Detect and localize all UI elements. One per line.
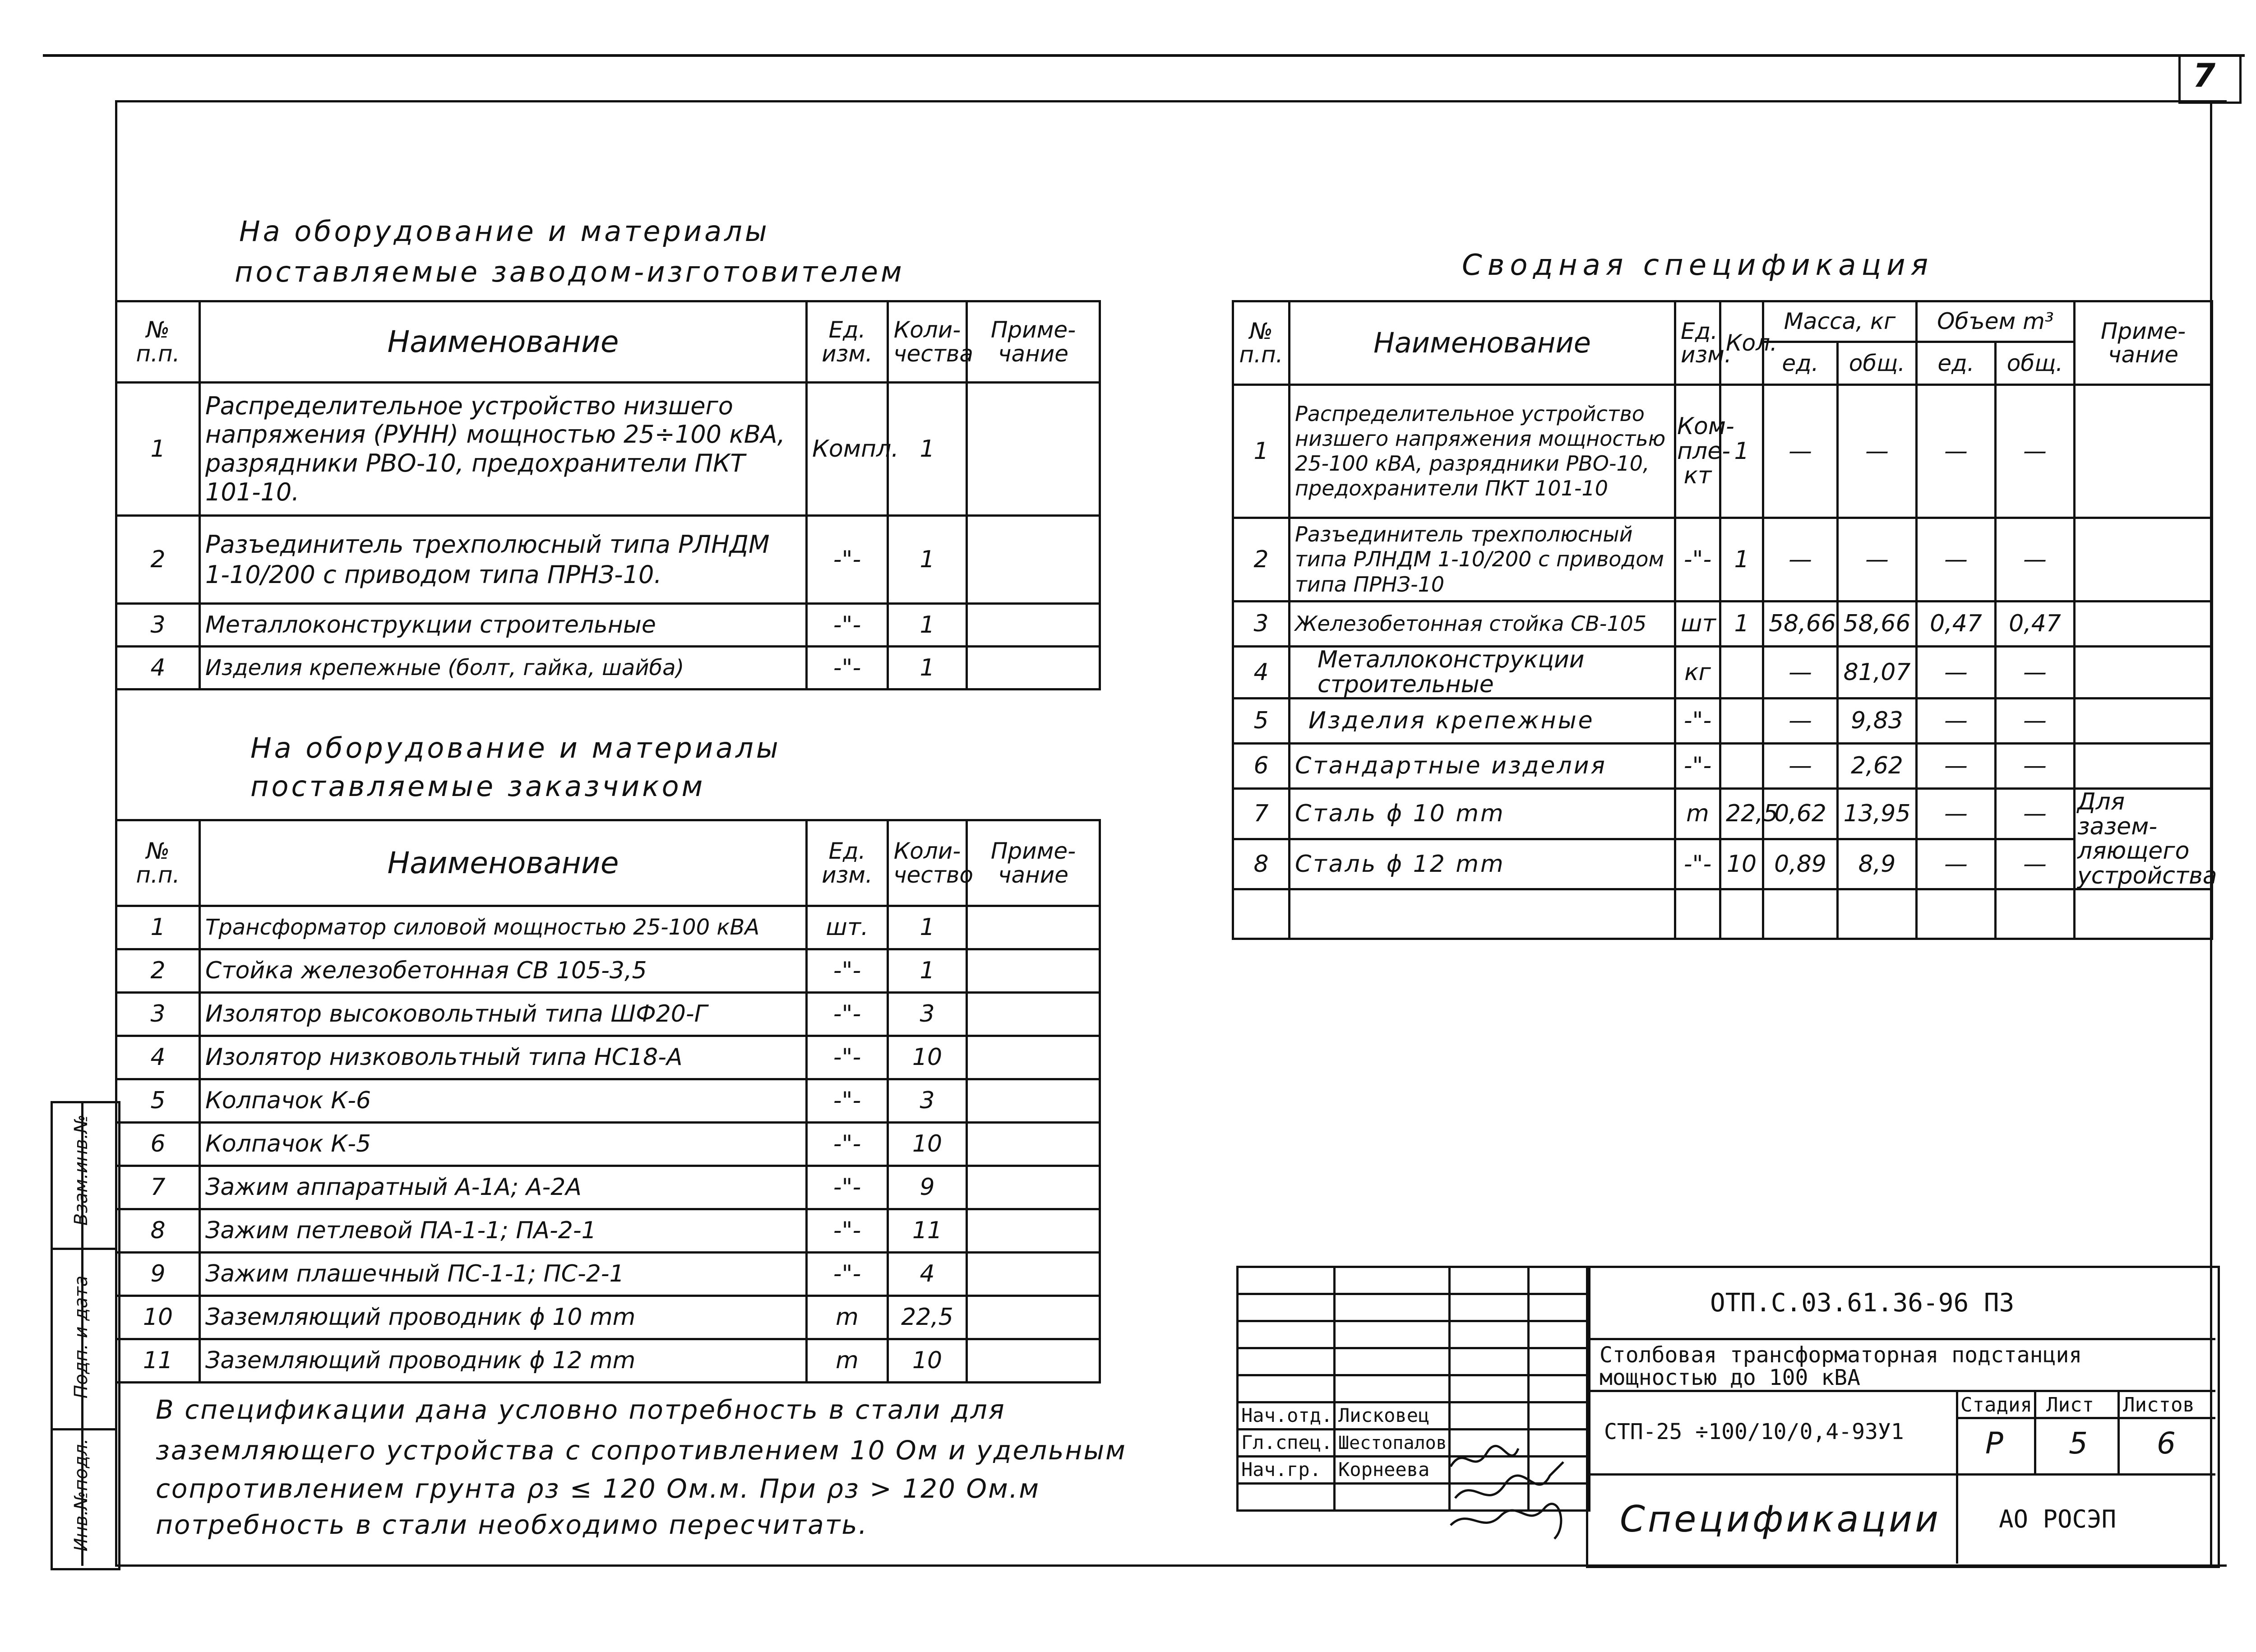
table-row — [116, 383, 1100, 516]
side-label-vzam: Взам.инв.№ — [71, 1114, 92, 1226]
row-num: 2 — [1233, 518, 1290, 602]
summary-h-vol-unit: ед. — [1917, 342, 1996, 385]
table-row — [116, 1123, 1100, 1166]
row-mass-total: 58,66 — [1838, 602, 1917, 647]
row-num: 7 — [116, 1166, 200, 1209]
row-unit: m — [807, 1339, 888, 1383]
row-unit: -"- — [807, 1036, 888, 1079]
row-name: Зажим аппаратный А-1А; А-2А — [200, 1166, 807, 1209]
row-unit: -"- — [807, 1253, 888, 1296]
row-vol-total: — — [1996, 699, 2075, 744]
row-num: 2 — [116, 949, 200, 993]
table-row — [1233, 518, 2212, 602]
row-note: Для зазем- — [2075, 789, 2212, 839]
row-mass-unit: 0,62 — [1763, 789, 1838, 839]
doc-name: Спецификации — [1620, 1498, 1941, 1540]
signer-role: Нач.гр. — [1238, 1457, 1335, 1484]
row-name: Колпачок К-6 — [200, 1079, 807, 1123]
row-mass-unit: — — [1763, 647, 1838, 699]
row-qty: 1 — [1720, 385, 1763, 518]
row-vol-unit: — — [1917, 385, 1996, 518]
footnote-line3: сопротивлением грунта ρз ≤ 120 Ом.м. При ρз > 120 Ом.м — [156, 1473, 1040, 1504]
row-num: 10 — [116, 1296, 200, 1339]
row-name: Сталь ϕ 10 mm — [1290, 789, 1675, 839]
table-row — [1233, 385, 2212, 518]
tb-sep-code — [1586, 1338, 2215, 1340]
row-num: 1 — [1233, 385, 1290, 518]
table-row — [1233, 647, 2212, 699]
summary-h-mass: Масса, кг — [1763, 301, 1917, 342]
tb-sep-stage-labels — [1956, 1417, 2215, 1419]
table-row — [116, 1166, 1100, 1209]
summary-h-unit: Ед. изм. — [1675, 301, 1720, 385]
table1-heading-line2: поставляемые заводом-изготовителем — [235, 255, 905, 288]
stage-value: Р — [1985, 1426, 2003, 1461]
row-unit: -"- — [807, 647, 888, 689]
row-note — [967, 383, 1100, 516]
row-mass-unit: — — [1763, 518, 1838, 602]
table2-heading-line1: На оборудование и материалы — [250, 731, 781, 764]
row-qty: 11 — [888, 1209, 967, 1253]
table1-h-note: Приме- чание — [967, 301, 1100, 383]
row-name: Разъединитель трехполюсный типа РЛНДМ 1-10/200 с приводом типа ПРНЗ-10. — [200, 516, 807, 604]
row-note: ляющего устройства — [2075, 839, 2212, 889]
row-vol-total: — — [1996, 385, 2075, 518]
row-note — [967, 1296, 1100, 1339]
summary-h-mass-unit: ед. — [1763, 342, 1838, 385]
row-num: 3 — [116, 993, 200, 1036]
row-mass-unit: — — [1763, 385, 1838, 518]
row-unit: -"- — [1675, 744, 1720, 789]
row-note — [2075, 699, 2212, 744]
summary-h-mass-total: общ. — [1838, 342, 1917, 385]
row-mass-unit: 0,89 — [1763, 839, 1838, 889]
row-mass-total: 9,83 — [1838, 699, 1917, 744]
row-num: 1 — [116, 906, 200, 949]
signer-role: Гл.спец. — [1238, 1430, 1335, 1457]
row-qty: 1 — [888, 604, 967, 647]
row-name: Изделия крепежные (болт, гайка, шайба) — [200, 647, 807, 689]
row-num: 2 — [116, 516, 200, 604]
row-name: Металлоконструкции строительные — [200, 604, 807, 647]
row-unit: -"- — [1675, 699, 1720, 744]
summary-specification-table — [1232, 300, 2217, 940]
table2-equipment-customer — [115, 819, 1101, 1384]
row-note — [2075, 744, 2212, 789]
row-note — [967, 1079, 1100, 1123]
row-num: 9 — [116, 1253, 200, 1296]
row-vol-total: — — [1996, 789, 2075, 839]
row-note — [967, 1253, 1100, 1296]
summary-h-volume: Объем m³ — [1917, 301, 2075, 342]
row-note — [967, 1209, 1100, 1253]
row-qty — [1720, 647, 1763, 699]
row-mass-total: 2,62 — [1838, 744, 1917, 789]
side-stamp-sep1 — [51, 1248, 116, 1250]
row-num: 8 — [1233, 839, 1290, 889]
row-num: 6 — [116, 1123, 200, 1166]
row-unit: кг — [1675, 647, 1720, 699]
table-row — [116, 604, 1100, 647]
row-qty: 3 — [888, 993, 967, 1036]
row-num: 4 — [116, 1036, 200, 1079]
row-unit: m — [807, 1296, 888, 1339]
row-name: Металлоконструкции строительные — [1290, 647, 1675, 699]
designation: СТП-25 ÷100/10/0,4-93У1 — [1604, 1419, 1904, 1444]
frame-top — [115, 100, 2227, 102]
table1-h-qty: Коли- чества — [888, 301, 967, 383]
row-qty: 1 — [888, 516, 967, 604]
row-vol-unit: — — [1917, 744, 1996, 789]
row-num: 1 — [116, 383, 200, 516]
table1-heading-line1: На оборудование и материалы — [239, 215, 770, 248]
row-unit: шт. — [807, 906, 888, 949]
table1-equipment-factory — [115, 300, 1101, 690]
row-name: Изолятор высоковольтный типа ШФ20-Г — [200, 993, 807, 1036]
table2-header-row — [116, 820, 1100, 906]
row-note — [967, 993, 1100, 1036]
row-name: Заземляющий проводник ϕ 12 mm — [200, 1339, 807, 1383]
row-name: Распределительное устройство низшего напряжения мощностью 25-100 кВА, разрядники РВО-10, предохранители ПКТ 101-10 — [1290, 385, 1675, 518]
table2-h-unit: Ед. изм. — [807, 820, 888, 906]
table-row — [116, 1339, 1100, 1383]
row-num: 7 — [1233, 789, 1290, 839]
row-num: 3 — [116, 604, 200, 647]
row-unit: -"- — [807, 1166, 888, 1209]
row-unit: -"- — [807, 993, 888, 1036]
table1-h-unit: Ед. изм. — [807, 301, 888, 383]
row-qty: 10 — [888, 1036, 967, 1079]
row-note — [2075, 602, 2212, 647]
row-vol-total: — — [1996, 518, 2075, 602]
row-vol-unit: 0,47 — [1917, 602, 1996, 647]
row-unit: -"- — [807, 604, 888, 647]
table-row — [1233, 789, 2212, 839]
row-note — [967, 906, 1100, 949]
row-note — [2075, 518, 2212, 602]
sheet-label: Лист — [2046, 1393, 2094, 1416]
row-qty: 3 — [888, 1079, 967, 1123]
row-note — [967, 516, 1100, 604]
table-row — [116, 993, 1100, 1036]
tb-v-sheet — [2034, 1390, 2036, 1473]
row-mass-total: — — [1838, 518, 1917, 602]
row-qty: 22,5 — [888, 1296, 967, 1339]
row-name: Зажим плашечный ПС-1-1; ПС-2-1 — [200, 1253, 807, 1296]
signature — [1450, 1402, 1529, 1430]
row-num: 8 — [116, 1209, 200, 1253]
summary-h-qty: Кол. — [1720, 301, 1763, 385]
row-mass-unit: — — [1763, 744, 1838, 789]
row-unit: -"- — [1675, 518, 1720, 602]
signer-name: Шестопалов — [1335, 1430, 1450, 1457]
summary-heading: Сводная спецификация — [1462, 249, 1934, 282]
row-qty: 1 — [1720, 602, 1763, 647]
row-name: Разъединитель трехполюсный типа РЛНДМ 1-10/200 с приводом типа ПРНЗ-10 — [1290, 518, 1675, 602]
row-note — [967, 1166, 1100, 1209]
row-num: 11 — [116, 1339, 200, 1383]
table-row — [1233, 839, 2212, 889]
row-qty: 10 — [888, 1339, 967, 1383]
row-unit: m — [1675, 789, 1720, 839]
row-note — [2075, 385, 2212, 518]
row-num: 6 — [1233, 744, 1290, 789]
row-note — [967, 1339, 1100, 1383]
row-note — [967, 949, 1100, 993]
sheet-value: 5 — [2069, 1426, 2088, 1461]
row-name: Стандартные изделия — [1290, 744, 1675, 789]
organization: АО РОСЭП — [1999, 1505, 2117, 1533]
table2-h-name: Наименование — [200, 820, 807, 906]
signer-row — [1238, 1402, 1590, 1430]
stage-label: Стадия — [1960, 1393, 2032, 1416]
row-num: 4 — [116, 647, 200, 689]
sheets-value: 6 — [2157, 1426, 2176, 1461]
signer-name: Корнеева — [1335, 1457, 1450, 1484]
row-unit: -"- — [807, 1079, 888, 1123]
row-unit: Ком- пле- кт — [1675, 385, 1720, 518]
row-qty: 1 — [888, 383, 967, 516]
row-note — [2075, 647, 2212, 699]
table-row — [1233, 699, 2212, 744]
row-qty: 4 — [888, 1253, 967, 1296]
row-mass-total: 13,95 — [1838, 789, 1917, 839]
row-qty: 1 — [888, 647, 967, 689]
row-name: Сталь ϕ 12 mm — [1290, 839, 1675, 889]
row-vol-total: — — [1996, 647, 2075, 699]
row-qty: 10 — [888, 1123, 967, 1166]
signature-scribbles-icon — [1446, 1435, 1590, 1548]
row-note — [967, 1036, 1100, 1079]
row-mass-unit: — — [1763, 699, 1838, 744]
table-row — [1233, 744, 2212, 789]
table2-h-num: № п.п. — [116, 820, 200, 906]
row-note — [967, 647, 1100, 689]
document-code: ОТП.С.03.61.36-96 ПЗ — [1710, 1288, 2015, 1318]
table2-heading-line2: поставляемые заказчиком — [250, 770, 706, 803]
table-row — [116, 1209, 1100, 1253]
row-unit: -"- — [807, 516, 888, 604]
row-name: Изделия крепежные — [1290, 699, 1675, 744]
signer-name: Лисковец — [1335, 1402, 1450, 1430]
tb-v-stage — [1956, 1390, 1958, 1564]
row-qty — [1720, 699, 1763, 744]
row-qty — [1720, 744, 1763, 789]
project-title-line1: Столбовая трансформаторная подстанция — [1600, 1342, 2082, 1368]
footnote-line1: В спецификации дана условно потребность в стали для — [156, 1394, 1006, 1425]
row-vol-total: — — [1996, 839, 2075, 889]
row-unit: -"- — [807, 1123, 888, 1166]
project-title-line2: мощностью до 100 кВА — [1600, 1365, 1860, 1390]
table-row — [116, 1296, 1100, 1339]
footnote-line2: заземляющего устройства с сопротивлением 10 Ом и удельным — [156, 1435, 1127, 1466]
side-label-inv: Инв.№подл. — [71, 1438, 92, 1552]
row-qty: 1 — [888, 906, 967, 949]
row-vol-unit: — — [1917, 518, 1996, 602]
row-qty: 22,5 — [1720, 789, 1763, 839]
row-num: 5 — [1233, 699, 1290, 744]
table-row-empty — [1233, 889, 2212, 939]
row-vol-unit: — — [1917, 839, 1996, 889]
table1-h-name: Наименование — [200, 301, 807, 383]
summary-h-vol-total: общ. — [1996, 342, 2075, 385]
row-name: Стойка железобетонная СВ 105-3,5 — [200, 949, 807, 993]
table-row — [116, 516, 1100, 604]
top-border-line — [43, 54, 2245, 57]
summary-h-note: Приме- чание — [2075, 301, 2212, 385]
table-row — [116, 647, 1100, 689]
row-num: 3 — [1233, 602, 1290, 647]
table-row — [1233, 602, 2212, 647]
row-vol-unit: — — [1917, 789, 1996, 839]
row-num: 4 — [1233, 647, 1290, 699]
summary-h-num: № п.п. — [1233, 301, 1290, 385]
row-name: Железобетонная стойка СВ-105 — [1290, 602, 1675, 647]
table-row — [116, 949, 1100, 993]
row-num: 5 — [116, 1079, 200, 1123]
row-mass-total: 81,07 — [1838, 647, 1917, 699]
row-name: Трансформатор силовой мощностью 25-100 кВА — [200, 906, 807, 949]
row-vol-total: 0,47 — [1996, 602, 2075, 647]
sheets-label: Листов — [2123, 1393, 2195, 1416]
row-qty: 10 — [1720, 839, 1763, 889]
summary-header-row1 — [1233, 301, 2212, 342]
row-note — [967, 604, 1100, 647]
footnote-line4: потребность в стали необходимо пересчитать. — [156, 1509, 869, 1540]
tb-sep-doc — [1586, 1473, 2215, 1476]
row-mass-total: — — [1838, 385, 1917, 518]
row-name: Изолятор низковольтный типа НС18-А — [200, 1036, 807, 1079]
row-name: Колпачок К-5 — [200, 1123, 807, 1166]
row-unit: шт — [1675, 602, 1720, 647]
table-row — [116, 1036, 1100, 1079]
side-label-podp: Подп. и дата — [71, 1275, 92, 1399]
row-mass-unit: 58,66 — [1763, 602, 1838, 647]
table-row — [116, 1253, 1100, 1296]
row-unit: -"- — [807, 1209, 888, 1253]
table2-h-note: Приме- чание — [967, 820, 1100, 906]
row-qty: 1 — [888, 949, 967, 993]
row-unit: -"- — [807, 949, 888, 993]
row-mass-total: 8,9 — [1838, 839, 1917, 889]
row-vol-unit: — — [1917, 699, 1996, 744]
table2-h-qty: Коли- чество — [888, 820, 967, 906]
table-row — [116, 1079, 1100, 1123]
page-number: 7 — [2193, 56, 2216, 94]
summary-h-name: Наименование — [1290, 301, 1675, 385]
row-qty: 9 — [888, 1166, 967, 1209]
signer-role: Нач.отд. — [1238, 1402, 1335, 1430]
table1-header-row — [116, 301, 1100, 383]
table-row — [116, 906, 1100, 949]
row-name: Распределительное устройство низшего напряжения (РУНН) мощностью 25÷100 кВА, разрядники РВО-10, предохранители ПКТ 101-10. — [200, 383, 807, 516]
row-unit: Компл. — [807, 383, 888, 516]
row-note — [967, 1123, 1100, 1166]
row-vol-unit: — — [1917, 647, 1996, 699]
row-name: Заземляющий проводник ϕ 10 mm — [200, 1296, 807, 1339]
row-name: Зажим петлевой ПА-1-1; ПА-2-1 — [200, 1209, 807, 1253]
table1-h-num: № п.п. — [116, 301, 200, 383]
row-qty: 1 — [1720, 518, 1763, 602]
row-vol-total: — — [1996, 744, 2075, 789]
tb-v-sheets — [2117, 1390, 2120, 1473]
row-unit: -"- — [1675, 839, 1720, 889]
